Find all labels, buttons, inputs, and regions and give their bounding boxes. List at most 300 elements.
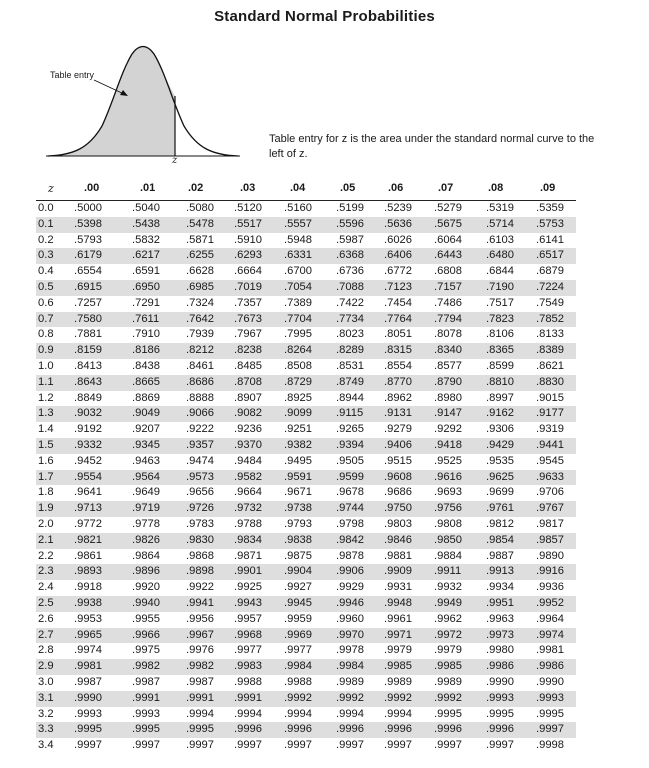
probability-cell: .9406: [384, 438, 412, 451]
table-row: [36, 691, 576, 707]
z-value-cell: 1.9: [38, 502, 54, 515]
probability-cell: .5000: [74, 202, 102, 214]
probability-cell: .9319: [536, 423, 564, 436]
probability-cell: .9394: [336, 438, 364, 451]
probability-cell: .9986: [486, 660, 514, 673]
probability-cell: .9922: [186, 581, 214, 594]
z-value-cell: 2.9: [38, 660, 54, 673]
probability-cell: .8577: [434, 359, 462, 372]
table-row: [36, 470, 576, 486]
probability-cell: .9997: [536, 723, 564, 736]
probability-cell: .8438: [132, 359, 160, 372]
probability-cell: .9222: [186, 423, 214, 436]
z-value-cell: 1.3: [38, 407, 54, 420]
probability-cell: .9961: [384, 612, 412, 625]
probability-cell: .8599: [486, 359, 514, 372]
probability-cell: .9963: [486, 612, 514, 625]
table-row: [36, 280, 576, 296]
probability-cell: .9974: [536, 628, 564, 641]
probability-cell: .9989: [434, 675, 462, 688]
probability-cell: .7190: [486, 280, 514, 293]
probability-cell: .9997: [284, 739, 312, 752]
probability-cell: .9162: [486, 407, 514, 420]
probability-cell: .9345: [132, 438, 160, 451]
z-value-cell: 1.4: [38, 423, 54, 436]
table-row: [36, 217, 576, 233]
probability-cell: .9969: [284, 628, 312, 641]
probability-cell: .9082: [234, 407, 262, 420]
column-header: .03: [240, 182, 256, 194]
probability-cell: .5279: [434, 202, 462, 214]
probability-cell: .9982: [186, 660, 214, 673]
z-value-cell: 2.0: [38, 517, 54, 530]
probability-cell: .9987: [132, 675, 160, 688]
table-row: [36, 549, 576, 565]
probability-cell: .8708: [234, 375, 262, 388]
probability-cell: .8023: [336, 328, 364, 341]
table-row: [36, 564, 576, 580]
column-header: .01: [140, 182, 156, 194]
probability-cell: .9834: [234, 533, 262, 546]
probability-cell: .9985: [434, 660, 462, 673]
probability-cell: .9147: [434, 407, 462, 420]
probability-cell: .8365: [486, 344, 514, 357]
probability-cell: .9049: [132, 407, 160, 420]
probability-cell: .9946: [336, 596, 364, 609]
probability-cell: .9616: [434, 470, 462, 483]
probability-cell: .9854: [486, 533, 514, 546]
probability-cell: .5753: [536, 217, 564, 230]
z-value-cell: 0.8: [38, 328, 54, 341]
probability-cell: .5438: [132, 217, 160, 230]
probability-cell: .9783: [186, 517, 214, 530]
probability-cell: .9192: [74, 423, 102, 436]
probability-cell: .9846: [384, 533, 412, 546]
probability-cell: .7157: [434, 280, 462, 293]
probability-cell: .9953: [74, 612, 102, 625]
probability-cell: .7454: [384, 296, 412, 309]
probability-cell: .6591: [132, 265, 160, 278]
table-row: [36, 375, 576, 391]
probability-cell: .7422: [336, 296, 364, 309]
probability-cell: .9995: [434, 707, 462, 720]
probability-cell: .6255: [186, 249, 214, 262]
z-value-cell: 1.7: [38, 470, 54, 483]
probability-cell: .7939: [186, 328, 214, 341]
probability-cell: .8869: [132, 391, 160, 404]
z-value-cell: 0.1: [38, 217, 54, 230]
probability-cell: .9965: [74, 628, 102, 641]
probability-cell: .9767: [536, 502, 564, 515]
probability-cell: .8749: [336, 375, 364, 388]
probability-cell: .9599: [336, 470, 364, 483]
probability-cell: .9978: [336, 644, 364, 657]
z-column-header: z: [48, 182, 54, 195]
probability-cell: .7673: [234, 312, 262, 325]
probability-cell: .9991: [234, 691, 262, 704]
probability-cell: .8925: [284, 391, 312, 404]
z-value-cell: 0.7: [38, 312, 54, 325]
probability-cell: .9988: [234, 675, 262, 688]
probability-cell: .9878: [336, 549, 364, 562]
probability-cell: .9452: [74, 454, 102, 467]
probability-cell: .9994: [186, 707, 214, 720]
probability-cell: .8830: [536, 375, 564, 388]
probability-cell: .9332: [74, 438, 102, 451]
probability-cell: .9997: [186, 739, 214, 752]
probability-cell: .9991: [132, 691, 160, 704]
probability-cell: .9788: [234, 517, 262, 530]
probability-cell: .9936: [536, 581, 564, 594]
table-row: [36, 359, 576, 375]
probability-cell: .9997: [336, 739, 364, 752]
probability-cell: .7123: [384, 280, 412, 293]
probability-cell: .9591: [284, 470, 312, 483]
z-value-cell: 0.0: [38, 202, 54, 214]
probability-cell: .6554: [74, 265, 102, 278]
probability-cell: .9857: [536, 533, 564, 546]
probability-cell: .9495: [284, 454, 312, 467]
table-row: [36, 296, 576, 312]
probability-cell: .9980: [486, 644, 514, 657]
z-marker-label: z: [172, 155, 178, 166]
probability-cell: .7224: [536, 280, 564, 293]
probability-cell: .9418: [434, 438, 462, 451]
probability-cell: .7054: [284, 280, 312, 293]
probability-cell: .9957: [234, 612, 262, 625]
z-value-cell: 2.4: [38, 581, 54, 594]
column-header: .00: [84, 182, 100, 194]
probability-cell: .9778: [132, 517, 160, 530]
probability-cell: .7794: [434, 312, 462, 325]
probability-cell: .6628: [186, 265, 214, 278]
probability-cell: .9995: [186, 723, 214, 736]
probability-cell: .9761: [486, 502, 514, 515]
probability-cell: .8770: [384, 375, 412, 388]
probability-cell: .9920: [132, 581, 160, 594]
z-value-cell: 0.2: [38, 233, 54, 246]
probability-cell: .9927: [284, 581, 312, 594]
probability-cell: .8907: [234, 391, 262, 404]
probability-cell: .6879: [536, 265, 564, 278]
probability-cell: .9772: [74, 517, 102, 530]
table-row: [36, 738, 576, 754]
table-row: [36, 643, 576, 659]
probability-cell: .9992: [336, 691, 364, 704]
probability-cell: .9817: [536, 517, 564, 530]
probability-cell: .9997: [234, 739, 262, 752]
probability-cell: .9962: [434, 612, 462, 625]
probability-cell: .7088: [336, 280, 364, 293]
probability-cell: .6950: [132, 280, 160, 293]
probability-cell: .5596: [336, 217, 364, 230]
table-row: [36, 675, 576, 691]
probability-cell: .5832: [132, 233, 160, 246]
z-value-cell: 2.6: [38, 612, 54, 625]
probability-cell: .8810: [486, 375, 514, 388]
probability-cell: .9821: [74, 533, 102, 546]
probability-cell: .9911: [434, 565, 462, 578]
probability-cell: .7995: [284, 328, 312, 341]
probability-cell: .9989: [336, 675, 364, 688]
probability-cell: .9955: [132, 612, 160, 625]
probability-cell: .9564: [132, 470, 160, 483]
probability-cell: .9573: [186, 470, 214, 483]
probability-cell: .9996: [284, 723, 312, 736]
z-value-cell: 0.4: [38, 265, 54, 278]
z-value-cell: 3.2: [38, 707, 54, 720]
probability-cell: .9896: [132, 565, 160, 578]
probability-cell: .7580: [74, 312, 102, 325]
table-row: [36, 422, 576, 438]
probability-cell: .9977: [284, 644, 312, 657]
probability-cell: .9875: [284, 549, 312, 562]
probability-cell: .9972: [434, 628, 462, 641]
probability-cell: .9279: [384, 423, 412, 436]
table-row: [36, 454, 576, 470]
probability-cell: .7764: [384, 312, 412, 325]
probability-cell: .9306: [486, 423, 514, 436]
probability-cell: .9959: [284, 612, 312, 625]
probability-cell: .9976: [186, 644, 214, 657]
probability-cell: .9997: [132, 739, 160, 752]
probability-cell: .5557: [284, 217, 312, 230]
probability-cell: .7549: [536, 296, 564, 309]
table-row: [36, 343, 576, 359]
z-value-cell: 1.2: [38, 391, 54, 404]
probability-cell: .9940: [132, 596, 160, 609]
probability-cell: .9943: [234, 596, 262, 609]
probability-cell: .9992: [434, 691, 462, 704]
probability-cell: .5987: [336, 233, 364, 246]
probability-cell: .9971: [384, 628, 412, 641]
probability-cell: .9868: [186, 549, 214, 562]
table-row: [36, 312, 576, 328]
probability-cell: .9115: [336, 407, 364, 420]
probability-cell: .9842: [336, 533, 364, 546]
probability-cell: .9988: [284, 675, 312, 688]
probability-cell: .7734: [336, 312, 364, 325]
probability-cell: .7324: [186, 296, 214, 309]
column-header: .09: [540, 182, 556, 194]
probability-cell: .8389: [536, 344, 564, 357]
probability-cell: .8485: [234, 359, 262, 372]
probability-cell: .8078: [434, 328, 462, 341]
probability-cell: .9987: [74, 675, 102, 688]
probability-cell: .9918: [74, 581, 102, 594]
probability-cell: .9803: [384, 517, 412, 530]
probability-cell: .8643: [74, 375, 102, 388]
probability-cell: .9989: [384, 675, 412, 688]
probability-cell: .9967: [186, 628, 214, 641]
probability-cell: .9808: [434, 517, 462, 530]
probability-cell: .5160: [284, 202, 312, 214]
probability-cell: .9693: [434, 486, 462, 499]
probability-cell: .9956: [186, 612, 214, 625]
probability-cell: .6480: [486, 249, 514, 262]
table-row: [36, 264, 576, 280]
probability-cell: .9996: [486, 723, 514, 736]
probability-cell: .6985: [186, 280, 214, 293]
probability-cell: .6293: [234, 249, 262, 262]
probability-cell: .6844: [486, 265, 514, 278]
probability-cell: .8106: [486, 328, 514, 341]
probability-cell: .9357: [186, 438, 214, 451]
table-row: [36, 517, 576, 533]
probability-cell: .9992: [284, 691, 312, 704]
normal-curve-diagram: [44, 38, 244, 166]
probability-cell: .9812: [486, 517, 514, 530]
table-row: [36, 201, 576, 217]
probability-cell: .9582: [234, 470, 262, 483]
probability-cell: .8980: [434, 391, 462, 404]
probability-cell: .5398: [74, 217, 102, 230]
z-value-cell: 0.3: [38, 249, 54, 262]
probability-cell: .9545: [536, 454, 564, 467]
probability-cell: .9719: [132, 502, 160, 515]
probability-cell: .6026: [384, 233, 412, 246]
probability-cell: .9994: [284, 707, 312, 720]
probability-cell: .9726: [186, 502, 214, 515]
probability-cell: .9982: [132, 660, 160, 673]
table-row: [36, 327, 576, 343]
probability-cell: .9997: [434, 739, 462, 752]
probability-cell: .5910: [234, 233, 262, 246]
probability-cell: .5319: [486, 202, 514, 214]
probability-cell: .6915: [74, 280, 102, 293]
probability-cell: .9996: [384, 723, 412, 736]
probability-cell: .9968: [234, 628, 262, 641]
table-entry-label: Table entry: [50, 70, 95, 80]
probability-cell: .7611: [132, 312, 160, 325]
probability-cell: .5714: [486, 217, 514, 230]
probability-cell: .8133: [536, 328, 564, 341]
probability-cell: .9991: [186, 691, 214, 704]
probability-cell: .8508: [284, 359, 312, 372]
probability-cell: .9977: [234, 644, 262, 657]
probability-cell: .9671: [284, 486, 312, 499]
z-value-cell: 2.1: [38, 533, 54, 546]
probability-cell: .9641: [74, 486, 102, 499]
column-header: .02: [188, 182, 204, 194]
probability-cell: .8186: [132, 344, 160, 357]
probability-cell: .9265: [336, 423, 364, 436]
probability-cell: .7881: [74, 328, 102, 341]
probability-cell: .9949: [434, 596, 462, 609]
probability-cell: .5199: [336, 202, 364, 214]
z-value-cell: 1.5: [38, 438, 54, 451]
probability-cell: .5636: [384, 217, 412, 230]
probability-cell: .7704: [284, 312, 312, 325]
column-header: .04: [290, 182, 306, 194]
probability-cell: .9998: [536, 739, 564, 752]
probability-cell: .8212: [186, 344, 214, 357]
probability-cell: .6179: [74, 249, 102, 262]
probability-cell: .9906: [336, 565, 364, 578]
z-value-cell: 0.5: [38, 280, 54, 293]
probability-cell: .8790: [434, 375, 462, 388]
probability-cell: .9981: [74, 660, 102, 673]
probability-cell: .8051: [384, 328, 412, 341]
probability-cell: .6406: [384, 249, 412, 262]
table-row: [36, 501, 576, 517]
probability-cell: .5871: [186, 233, 214, 246]
z-value-cell: 1.8: [38, 486, 54, 499]
probability-cell: .9929: [336, 581, 364, 594]
probability-cell: .7291: [132, 296, 160, 309]
probability-cell: .8238: [234, 344, 262, 357]
table-row: [36, 612, 576, 628]
probability-cell: .9292: [434, 423, 462, 436]
z-value-cell: 2.2: [38, 549, 54, 562]
page-title: Standard Normal Probabilities: [214, 8, 435, 25]
probability-cell: .9441: [536, 438, 564, 451]
probability-cell: .6103: [486, 233, 514, 246]
probability-cell: .8554: [384, 359, 412, 372]
probability-cell: .6331: [284, 249, 312, 262]
probability-cell: .9975: [132, 644, 160, 657]
table-row: [36, 438, 576, 454]
probability-cell: .9525: [434, 454, 462, 467]
probability-cell: .5793: [74, 233, 102, 246]
probability-cell: .7389: [284, 296, 312, 309]
probability-cell: .9236: [234, 423, 262, 436]
probability-cell: .9994: [336, 707, 364, 720]
probability-cell: .9893: [74, 565, 102, 578]
probability-cell: .9535: [486, 454, 514, 467]
probability-cell: .8159: [74, 344, 102, 357]
probability-cell: .9429: [486, 438, 514, 451]
probability-cell: .9995: [486, 707, 514, 720]
probability-cell: .6736: [336, 265, 364, 278]
probability-cell: .9099: [284, 407, 312, 420]
probability-cell: .9649: [132, 486, 160, 499]
probability-cell: .9996: [336, 723, 364, 736]
z-value-cell: 1.6: [38, 454, 54, 467]
z-value-cell: 3.4: [38, 739, 54, 752]
probability-cell: .6217: [132, 249, 160, 262]
probability-cell: .6064: [434, 233, 462, 246]
probability-cell: .9798: [336, 517, 364, 530]
column-header: .05: [340, 182, 356, 194]
probability-cell: .9916: [536, 565, 564, 578]
probability-cell: .8944: [336, 391, 364, 404]
probability-cell: .8531: [336, 359, 364, 372]
probability-cell: .9990: [74, 691, 102, 704]
table-row: [36, 248, 576, 264]
probability-cell: .9951: [486, 596, 514, 609]
probability-cell: .9207: [132, 423, 160, 436]
table-row: [36, 533, 576, 549]
z-value-cell: 0.6: [38, 296, 54, 309]
probability-cell: .9993: [132, 707, 160, 720]
probability-cell: .9793: [284, 517, 312, 530]
probability-cell: .5478: [186, 217, 214, 230]
probability-cell: .9973: [486, 628, 514, 641]
table-row: [36, 391, 576, 407]
probability-cell: .9984: [336, 660, 364, 673]
probability-cell: .9370: [234, 438, 262, 451]
probability-cell: .9992: [384, 691, 412, 704]
probability-cell: .9706: [536, 486, 564, 499]
probability-cell: .9066: [186, 407, 214, 420]
probability-cell: .9699: [486, 486, 514, 499]
probability-cell: .9986: [536, 660, 564, 673]
probability-cell: .9251: [284, 423, 312, 436]
probability-cell: .5517: [234, 217, 262, 230]
probability-cell: .5239: [384, 202, 412, 214]
probability-table: [36, 180, 576, 754]
